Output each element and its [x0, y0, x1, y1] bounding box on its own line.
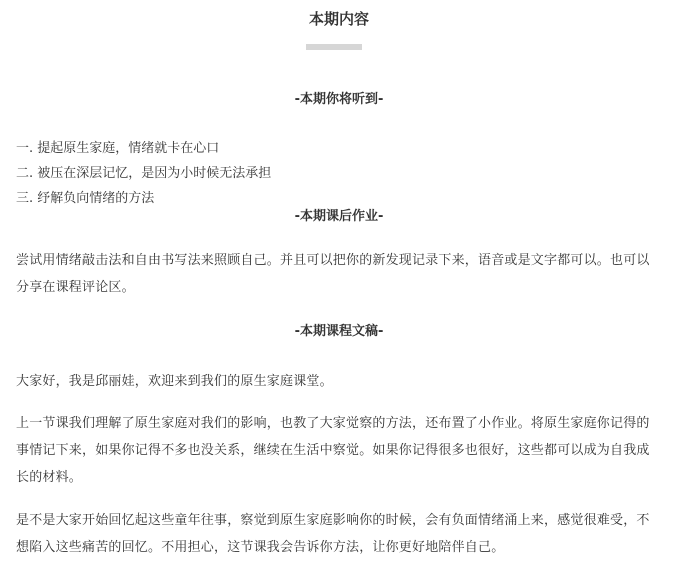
section-heading-listen: -本期你将听到- — [294, 92, 384, 107]
transcript-paragraph: 大家好，我是邱丽娃，欢迎来到我们的原生家庭课堂。 — [16, 374, 333, 389]
topics-list — [16, 136, 656, 211]
list-item: 一. 提起原生家庭，情绪就卡在心口 — [16, 141, 220, 156]
homework-text: 尝试用情绪敲击法和自由书写法来照顾自己。并且可以把你的新发现记录下来，语音或是文字都可以。也可以分享在课程评论区。 — [16, 253, 650, 295]
section-heading-homework: -本期课后作业- — [294, 209, 384, 224]
page-title: 本期内容 — [308, 10, 369, 28]
title-underline-divider — [306, 44, 362, 50]
transcript-paragraph: 是不是大家开始回忆起这些童年往事，察觉到原生家庭影响你的时候，会有负面情绪涌上来，感觉很难受，不想陷入这些痛苦的回忆。不用担心，这节课我会告诉你方法，让你更好地陪伴自己。 — [16, 513, 650, 555]
transcript-paragraph: 上一节课我们理解了原生家庭对我们的影响，也教了大家觉察的方法，还布置了小作业。将原生家庭你记得的事情记下来，如果你记得不多也没关系，继续在生活中察觉。如果你记得很多也很好，这些都可以成为自我成长的材料。 — [16, 416, 650, 485]
list-item: 三. 纾解负向情绪的方法 — [16, 191, 155, 206]
list-item: 二. 被压在深层记忆，是因为小时候无法承担 — [16, 166, 272, 181]
section-heading-transcript: -本期课程文稿- — [294, 324, 384, 339]
